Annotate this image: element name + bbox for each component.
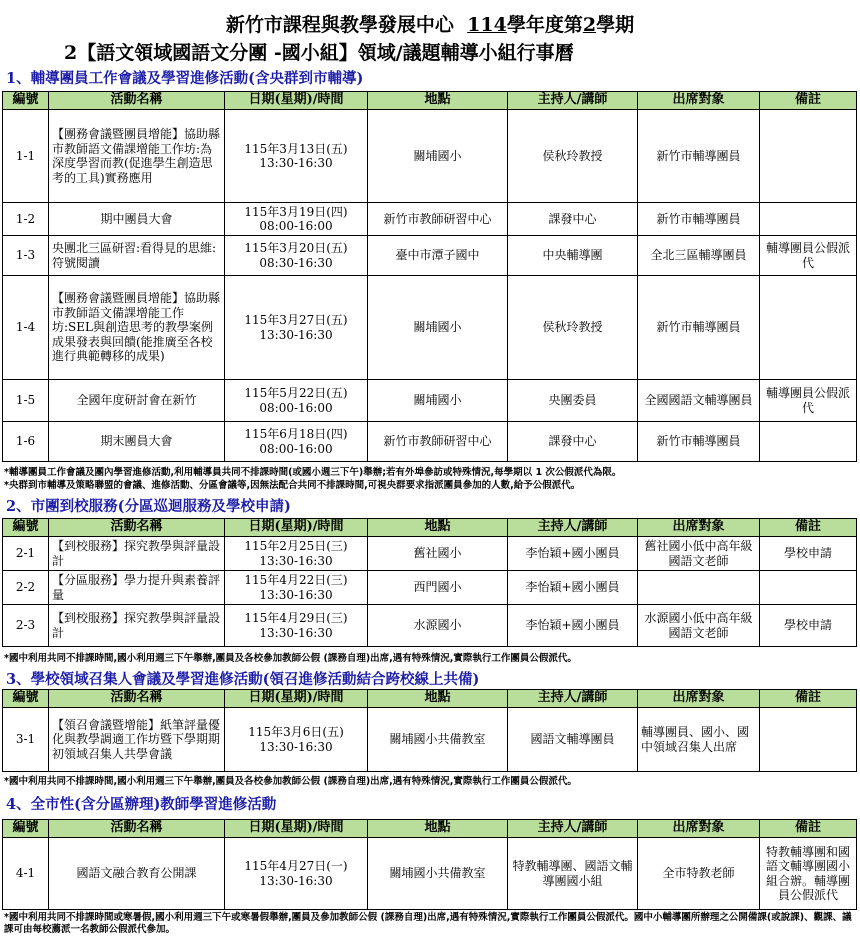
row-datetime — [225, 571, 368, 605]
col-name: 活動名稱 — [49, 519, 225, 537]
row-date: 115年4月22日(三) — [244, 573, 348, 587]
row-activity: 【分區服務】學力提升與素養評量 — [49, 571, 225, 605]
section-note: *輔導團員工作會議及團內學習進修活動,利用輔導員共同不排課時間(或國小週三下午)舉辦;若有外埠參訪或特殊情況,每學期以 1 次公假派代為限。 — [4, 467, 622, 478]
row-activity: 期末團員大會 — [49, 422, 225, 462]
col-date: 日期(星期)/時間 — [225, 519, 368, 537]
row-host: 央團委員 — [508, 380, 638, 422]
section-note: *國中利用共同不排課時間,國小利用週三下午舉辦,團員及各校參加教師公假 (課務自理)出席,遇有特殊情況,實際執行工作團員公假派代。 — [4, 653, 577, 664]
col-attend: 出席對象 — [638, 820, 760, 838]
row-attend: 水源國小低中高年級國語文老師 — [638, 605, 760, 647]
row-host: 侯秋玲教授 — [508, 110, 638, 203]
row-datetime — [225, 838, 368, 910]
col-attend: 出席對象 — [638, 519, 760, 537]
table-header — [3, 820, 857, 838]
row-host: 課發中心 — [508, 422, 638, 462]
row-note: 學校申請 — [760, 605, 857, 647]
table-header — [3, 690, 857, 708]
section-title-1: 1、輔導團員工作會議及學習進修活動(含央群到市輔導) — [6, 70, 364, 87]
row-date: 115年4月27日(一) — [244, 859, 348, 873]
row-host: 侯秋玲教授 — [508, 276, 638, 380]
section-table-2 — [2, 518, 857, 647]
col-note: 備註 — [760, 820, 857, 838]
col-note: 備註 — [760, 690, 857, 708]
row-datetime — [225, 276, 368, 380]
section-note: *國中利用共同不排課時間或寒暑假,國小利用週三下午或寒暑假舉辦,團員及參加教師公假 (課務自理)出席,遇有特殊情況,實際執行工作團員公假派代。國中小輔導團所辦理之公開備課(或說課)、觀課、議課可由每校薦派一名教師公假派代參加。 — [4, 912, 852, 935]
row-attend: 新竹市輔導團員 — [638, 422, 760, 462]
row-time: 13:30-16:30 — [259, 625, 333, 640]
row-note: 學校申請 — [760, 537, 857, 571]
row-attend — [638, 571, 760, 605]
row-date: 115年6月18日(四) — [244, 427, 348, 441]
row-host: 李怡穎+國小團員 — [508, 571, 638, 605]
col-name: 活動名稱 — [49, 92, 225, 110]
row-note — [760, 708, 857, 772]
table-row — [3, 276, 857, 380]
row-note — [760, 422, 857, 462]
row-attend: 新竹市輔導團員 — [638, 110, 760, 203]
col-note: 備註 — [760, 519, 857, 537]
row-time: 13:30-16:30 — [259, 553, 333, 568]
row-note: 特教輔導團和國語文輔導團國小組合辦。輔導團員公假派代 — [760, 838, 857, 910]
col-attend: 出席對象 — [638, 690, 760, 708]
section-title-2: 2、市團到校服務(分區巡迴服務及學校申請) — [6, 498, 291, 515]
row-place: 新竹市教師研習中心 — [368, 422, 508, 462]
row-activity: 【領召會議暨增能】紙筆評量優化與教學調適工作坊暨下學期期初領域召集人共學會議 — [49, 708, 225, 772]
col-host: 主持人/講師 — [508, 690, 638, 708]
row-time: 13:30-16:30 — [259, 587, 333, 602]
row-id: 1-1 — [3, 110, 49, 203]
row-note: 輔導團員公假派代 — [760, 236, 857, 276]
row-attend: 舊社國小低中高年級國語文老師 — [638, 537, 760, 571]
row-date: 115年3月6日(五) — [248, 725, 344, 739]
col-host: 主持人/講師 — [508, 519, 638, 537]
section-table-1 — [2, 91, 857, 462]
row-place: 臺中市潭子國中 — [368, 236, 508, 276]
table-header — [3, 92, 857, 110]
col-note: 備註 — [760, 92, 857, 110]
row-date: 115年3月19日(四) — [244, 204, 348, 219]
row-datetime — [225, 605, 368, 647]
row-datetime — [225, 537, 368, 571]
section-note: *國中利用共同不排課時間,國小利用週三下午舉辦,團員及各校參加教師公假 (課務自理)出席,遇有特殊情況,實際執行工作團員公假派代。 — [4, 776, 577, 787]
row-place: 關埔國小 — [368, 276, 508, 380]
row-host: 李怡穎+國小團員 — [508, 605, 638, 647]
title-prefix: 新竹市課程與教學發展中心 — [225, 14, 454, 36]
row-datetime — [225, 203, 368, 236]
row-host: 國語文輔導團員 — [508, 708, 638, 772]
row-place: 關埔國小共備教室 — [368, 838, 508, 910]
table-row — [3, 537, 857, 571]
row-date: 115年4月29日(三) — [244, 611, 348, 625]
row-datetime — [225, 708, 368, 772]
table-row — [3, 571, 857, 605]
row-host: 中央輔導團 — [508, 236, 638, 276]
row-date: 115年2月25日(三) — [244, 539, 348, 553]
row-time: 13:30-16:30 — [259, 327, 333, 342]
row-id: 2-2 — [3, 571, 49, 605]
row-time: 13:30-16:30 — [259, 156, 333, 170]
row-note: 輔導團員公假派代 — [760, 380, 857, 422]
table-row — [3, 110, 857, 203]
row-attend: 全市特教老師 — [638, 838, 760, 910]
row-attend: 輔導團員、國小、國中領域召集人出席 — [638, 708, 760, 772]
col-date: 日期(星期)/時間 — [225, 690, 368, 708]
title-mid: 學年度第 — [506, 14, 583, 36]
table-row — [3, 422, 857, 462]
row-activity: 全國年度研討會在新竹 — [49, 380, 225, 422]
row-id: 3-1 — [3, 708, 49, 772]
col-attend: 出席對象 — [638, 92, 760, 110]
table-header — [3, 519, 857, 537]
col-host: 主持人/講師 — [508, 92, 638, 110]
row-datetime — [225, 380, 368, 422]
row-time: 08:00-16:00 — [259, 219, 333, 233]
col-name: 活動名稱 — [49, 820, 225, 838]
title-suffix: 學期 — [596, 14, 635, 36]
row-place: 新竹市教師研習中心 — [368, 203, 508, 236]
row-attend: 新竹市輔導團員 — [638, 203, 760, 236]
row-datetime — [225, 422, 368, 462]
table-row — [3, 236, 857, 276]
row-host: 課發中心 — [508, 203, 638, 236]
col-id: 編號 — [3, 92, 49, 110]
row-activity: 【團務會議暨團員增能】協助縣市教師語文備課增能工作坊:SEL與創造思考的教學案例成果發表與回饋(能推廣至各校進行典範轉移的成果) — [49, 276, 225, 380]
row-time: 13:30-16:30 — [259, 873, 333, 888]
row-id: 1-3 — [3, 236, 49, 276]
row-place: 水源國小 — [368, 605, 508, 647]
row-date: 115年3月20日(五) — [244, 241, 348, 255]
row-attend: 新竹市輔導團員 — [638, 276, 760, 380]
col-place: 地點 — [368, 519, 508, 537]
row-datetime — [225, 110, 368, 203]
row-note — [760, 110, 857, 203]
col-id: 編號 — [3, 519, 49, 537]
section-title-3: 3、學校領域召集人會議及學習進修活動(領召進修活動結合跨校線上共備) — [6, 671, 480, 688]
row-host: 特教輔導團、國語文輔導團國小組 — [508, 838, 638, 910]
table-row — [3, 605, 857, 647]
section-table-3 — [2, 689, 857, 772]
table-row — [3, 708, 857, 772]
col-name: 活動名稱 — [49, 690, 225, 708]
col-date: 日期(星期)/時間 — [225, 820, 368, 838]
row-activity: 【到校服務】探究教學與評量設計 — [49, 605, 225, 647]
row-place: 舊社國小 — [368, 537, 508, 571]
row-datetime — [225, 236, 368, 276]
row-id: 1-4 — [3, 276, 49, 380]
section-table-4 — [2, 819, 857, 910]
row-note — [760, 203, 857, 236]
row-note — [760, 571, 857, 605]
row-time: 08:00-16:00 — [259, 441, 333, 456]
row-note — [760, 276, 857, 380]
section-note: *央群到市輔導及策略聯盟的會議、進修活動、分區會議等,因無法配合共同不排課時間,可視央群要求指派團員參加的人數,給予公假派代。 — [4, 480, 581, 491]
row-id: 2-1 — [3, 537, 49, 571]
row-date: 115年3月13日(五) — [244, 141, 348, 156]
table-row — [3, 838, 857, 910]
page-subtitle: 2【語文領域國語文分團 -國小組】領域/議題輔導小組行事曆 — [64, 42, 574, 64]
col-host: 主持人/講師 — [508, 820, 638, 838]
row-place: 關埔國小共備教室 — [368, 708, 508, 772]
col-place: 地點 — [368, 820, 508, 838]
col-place: 地點 — [368, 690, 508, 708]
row-activity: 期中團員大會 — [49, 203, 225, 236]
table-row — [3, 380, 857, 422]
school-year: 114 — [467, 14, 507, 36]
col-id: 編號 — [3, 690, 49, 708]
term-number: 2 — [582, 14, 597, 36]
row-activity: 國語文融合教育公開課 — [49, 838, 225, 910]
row-id: 1-5 — [3, 380, 49, 422]
col-place: 地點 — [368, 92, 508, 110]
row-place: 西門國小 — [368, 571, 508, 605]
row-id: 1-6 — [3, 422, 49, 462]
row-activity: 【到校服務】探究教學與評量設計 — [49, 537, 225, 571]
row-time: 08:30-16:30 — [259, 255, 333, 270]
col-id: 編號 — [3, 820, 49, 838]
table-row — [3, 203, 857, 236]
row-activity: 央團北三區研習:看得見的思維:符號閱讀 — [49, 236, 225, 276]
row-place: 關埔國小 — [368, 380, 508, 422]
row-place: 關埔國小 — [368, 110, 508, 203]
row-time: 08:00-16:00 — [259, 400, 333, 415]
row-host: 李怡穎+國小團員 — [508, 537, 638, 571]
row-attend: 全北三區輔導團員 — [638, 236, 760, 276]
col-date: 日期(星期)/時間 — [225, 92, 368, 110]
section-title-4: 4、全市性(含分區辦理)教師學習進修活動 — [6, 796, 277, 813]
row-activity: 【團務會議暨團員增能】協助縣市教師語文備課增能工作坊:為深度學習而教(促進學生創造思考的工具)實務應用 — [49, 110, 225, 203]
row-id: 1-2 — [3, 203, 49, 236]
row-id: 4-1 — [3, 838, 49, 910]
row-id: 2-3 — [3, 605, 49, 647]
row-date: 115年5月22日(五) — [244, 386, 348, 400]
row-time: 13:30-16:30 — [259, 739, 333, 754]
row-date: 115年3月27日(五) — [244, 313, 348, 327]
row-attend: 全國國語文輔導團員 — [638, 380, 760, 422]
page-title — [0, 14, 860, 36]
